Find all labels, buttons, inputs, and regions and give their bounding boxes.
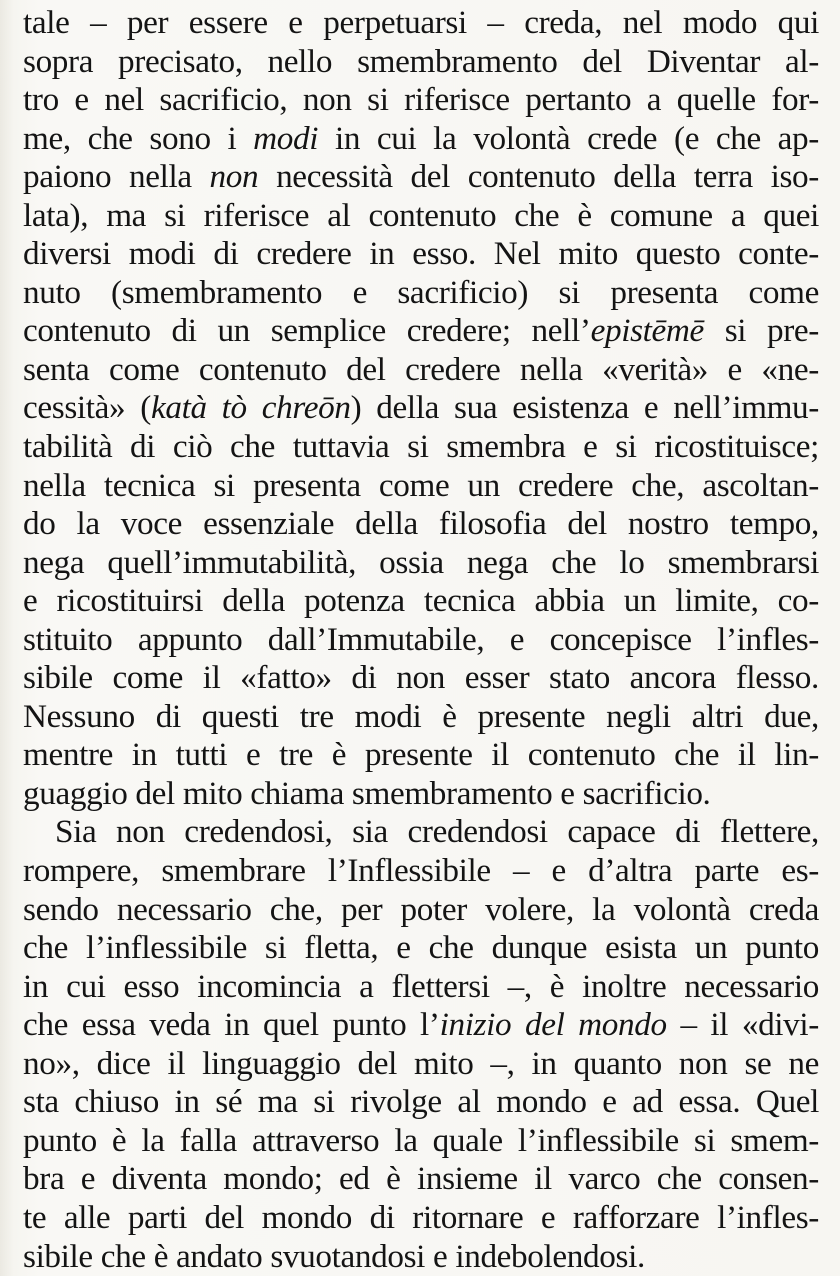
text-span: in cui la volontà crede (e che ap-: [318, 120, 819, 157]
paragraph: [23, 4, 819, 813]
text-line: [23, 1199, 819, 1238]
text-span: Nessuno di questi tre modi è presente negli altri due,: [23, 698, 819, 735]
text-line: [23, 4, 819, 43]
text-span: paiono nella: [23, 158, 210, 195]
text-line: [23, 467, 819, 506]
text-span: me, che sono i: [23, 120, 253, 157]
text-span: nuto (smembramento e sacrificio) si presenta come: [23, 274, 819, 311]
text-span: do la voce essenziale della filosofia del nostro tempo,: [23, 505, 819, 542]
text-span: punto è la falla attraverso la quale l’inflessibile si smem-: [23, 1122, 819, 1159]
text-span: tabilità di ciò che tuttavia si smembra e si ricostituisce;: [23, 428, 819, 465]
text-span: e ricostituirsi della potenza tecnica abbia un limite, co-: [23, 582, 819, 619]
text-line: [23, 544, 819, 583]
paragraph: [23, 813, 819, 1276]
text-line: [23, 891, 819, 930]
text-span: nega quell’immutabilità, ossia nega che lo smembrarsi: [23, 544, 819, 581]
text-line: [23, 582, 819, 621]
text-line: [23, 389, 819, 428]
text-line: [23, 1006, 819, 1045]
text-line: [23, 1160, 819, 1199]
text-span: lata), ma si riferisce al contenuto che è comune a quei: [23, 197, 819, 234]
text-span: no», dice il linguaggio del mito –, in quanto non se ne: [23, 1045, 819, 1082]
text-span: sibile come il «fatto» di non esser stato ancora flesso.: [23, 659, 819, 696]
text-span: senta come contenuto del credere nella «verità» e «ne-: [23, 351, 819, 388]
italic-text: non: [210, 158, 259, 195]
text-span: contenuto di un semplice credere; nell’: [23, 312, 591, 349]
italic-text: modi: [253, 120, 318, 157]
text-span: Sia non credendosi, sia credendosi capace di flettere,: [55, 813, 819, 850]
text-line: [23, 351, 819, 390]
text-span: tale – per essere e perpetuarsi – creda, nel modo qui: [23, 4, 819, 41]
text-span: che l’inflessibile si fletta, e che dunque esista un punto: [23, 929, 819, 966]
text-span: sta chiuso in sé ma si rivolge al mondo e ad essa. Quel: [23, 1083, 819, 1120]
text-line: [23, 197, 819, 236]
text-span: te alle parti del mondo di ritornare e rafforzare l’infles-: [23, 1199, 819, 1236]
italic-text: epistēmē: [591, 312, 704, 349]
text-span: mentre in tutti e tre è presente il contenuto che il lin-: [23, 736, 819, 773]
book-page: [23, 4, 819, 1276]
text-span: necessità del contenuto della terra iso-: [258, 158, 819, 195]
text-span: cessità» (: [23, 389, 151, 426]
text-line: [23, 698, 819, 737]
text-line: [23, 852, 819, 891]
text-span: diversi modi di credere in esso. Nel mito questo conte-: [23, 235, 819, 272]
text-line: [23, 235, 819, 274]
text-span: ) della sua esistenza e nell’immu-: [351, 389, 819, 426]
text-line: [23, 1122, 819, 1161]
text-span: tro e nel sacrificio, non si riferisce pertanto a quelle for-: [23, 81, 819, 118]
text-span: sibile che è andato svuotandosi e indebolendosi.: [23, 1238, 645, 1275]
italic-text: katà tò chreōn: [151, 389, 351, 426]
text-span: stituito appunto dall’Immutabile, e concepisce l’infles-: [23, 621, 819, 658]
text-line: [23, 120, 819, 159]
text-line: [23, 81, 819, 120]
text-line: [23, 274, 819, 313]
text-line: [23, 621, 819, 660]
text-span: in cui esso incomincia a flettersi –, è inoltre necessario: [23, 968, 819, 1005]
text-line: [23, 775, 819, 814]
text-line: [23, 1083, 819, 1122]
text-span: sopra precisato, nello smembramento del Diventar al-: [23, 43, 819, 80]
text-line: [23, 659, 819, 698]
text-line: [23, 813, 819, 852]
text-line: [23, 312, 819, 351]
text-line: [23, 968, 819, 1007]
text-line: [23, 1045, 819, 1084]
text-span: si pre-: [704, 312, 819, 349]
text-span: rompere, smembrare l’Inflessibile – e d’altra parte es-: [23, 852, 819, 889]
text-span: bra e diventa mondo; ed è insieme il varco che consen-: [23, 1160, 819, 1197]
text-line: [23, 43, 819, 82]
text-span: che essa veda in quel punto l’: [23, 1006, 440, 1043]
text-span: sendo necessario che, per poter volere, la volontà creda: [23, 891, 819, 928]
text-span: – il «divi-: [667, 1006, 819, 1043]
text-line: [23, 428, 819, 467]
text-line: [23, 929, 819, 968]
italic-text: inizio del mondo: [440, 1006, 667, 1043]
text-line: [23, 158, 819, 197]
text-line: [23, 505, 819, 544]
text-span: nella tecnica si presenta come un credere che, ascoltan-: [23, 467, 819, 504]
text-span: guaggio del mito chiama smembramento e sacrificio.: [23, 775, 711, 812]
text-line: [23, 736, 819, 775]
